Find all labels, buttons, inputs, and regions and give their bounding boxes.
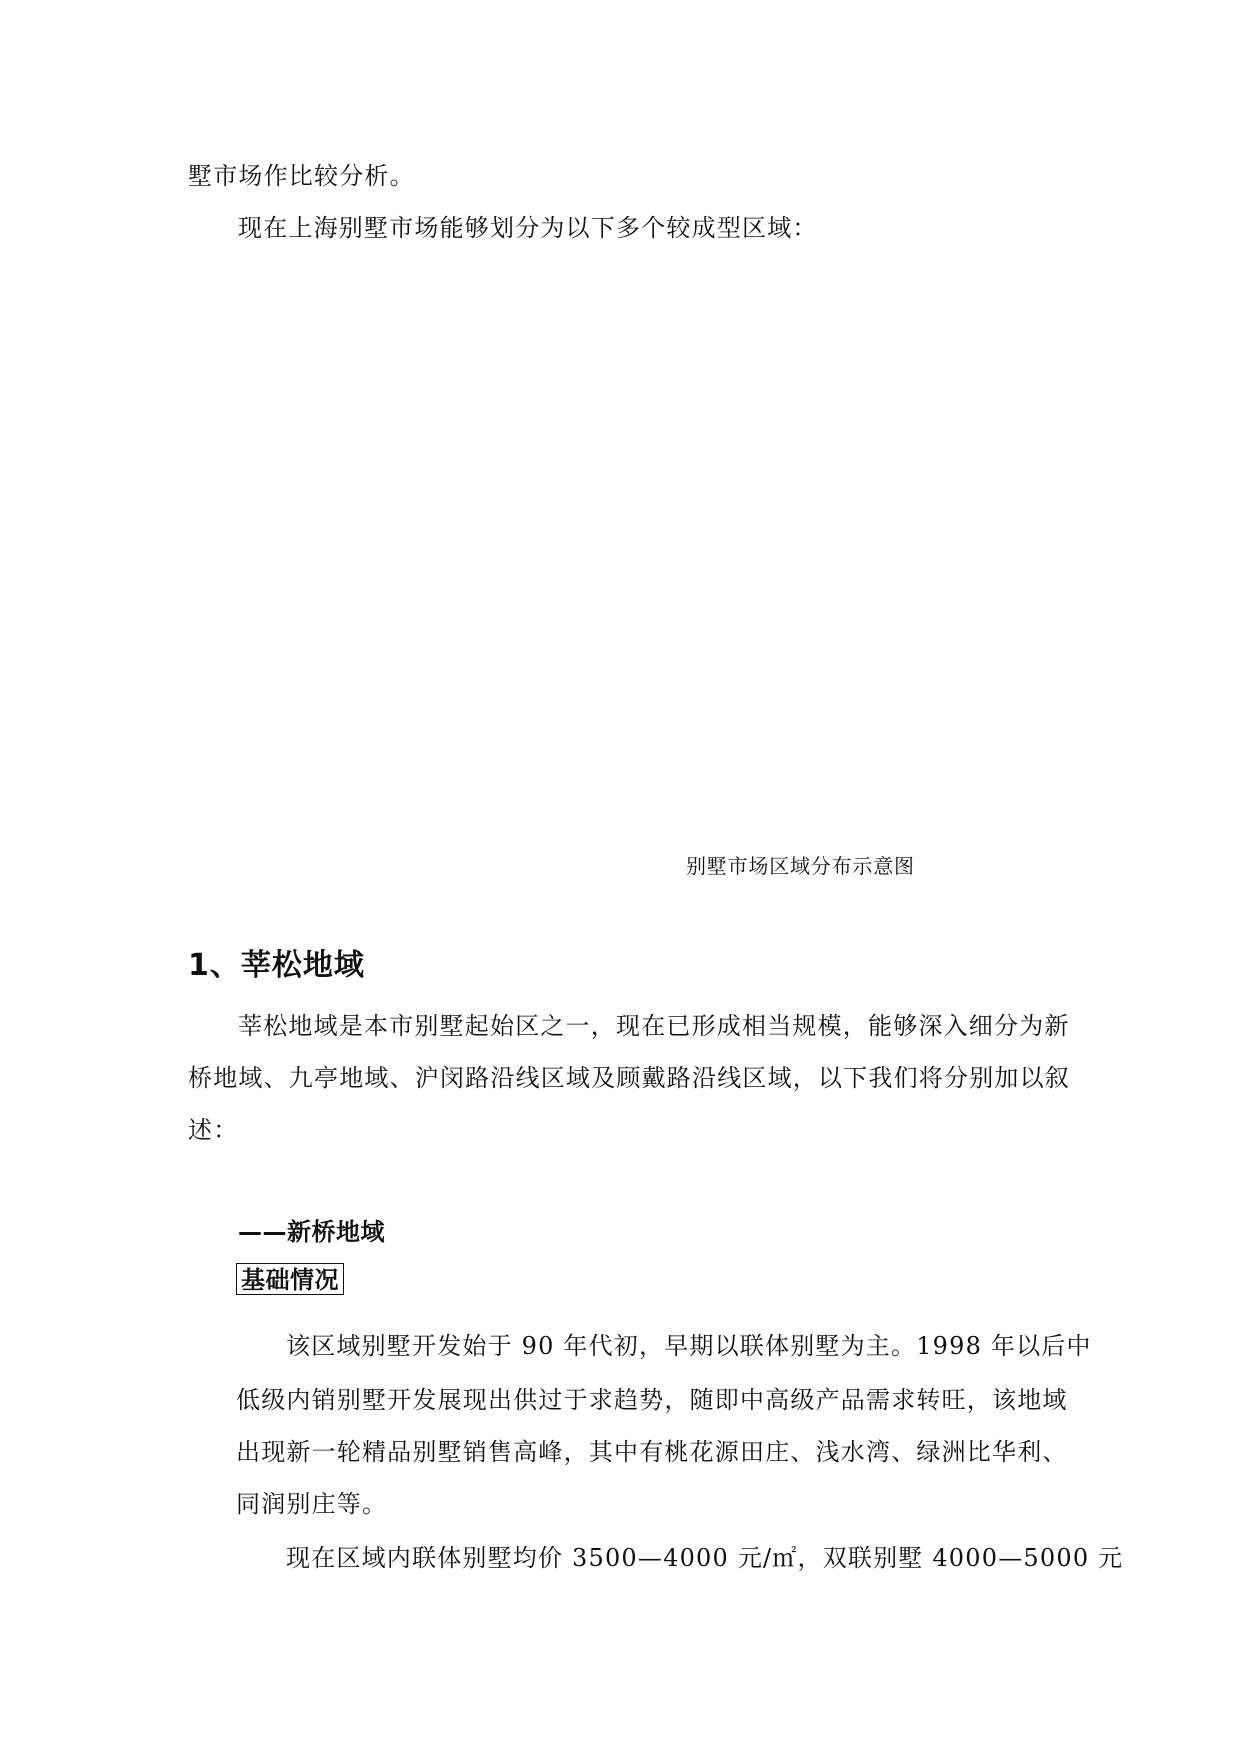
section-body-line: 述： — [188, 1116, 239, 1144]
paragraph-line: 低级内销别墅开发展现出供过于求趋势，随即中高级产品需求转旺，该地域 — [236, 1386, 1068, 1414]
paragraph-line: 同润别庄等。 — [236, 1490, 388, 1518]
paragraph-line: 现在区域内联体别墅均价 3500—4000 元/㎡，双联别墅 4000—5000 元 — [286, 1544, 1124, 1572]
section-heading: 1、莘松地域 — [188, 948, 365, 983]
figure-caption: 别墅市场区域分布示意图 — [686, 854, 915, 878]
basic-info-box: 基础情况 — [236, 1263, 344, 1295]
paragraph-line: 该区域别墅开发始于 90 年代初，早期以联体别墅为主。1998 年以后中 — [286, 1332, 1092, 1360]
section-body-line: 桥地域、九亭地域、沪闵路沿线区域及顾戴路沿线区域，以下我们将分别加以叙 — [188, 1064, 1070, 1092]
basic-info-label — [236, 1264, 344, 1296]
region-map-figure — [190, 250, 1050, 830]
paragraph-intro-regions: 现在上海别墅市场能够划分为以下多个较成型区域： — [238, 214, 818, 242]
paragraph-line: 出现新一轮精品别墅销售高峰，其中有桃花源田庄、浅水湾、绿洲比华利、 — [236, 1438, 1068, 1466]
section-body-line: 莘松地域是本市别墅起始区之一，现在已形成相当规模，能够深入细分为新 — [238, 1012, 1070, 1040]
paragraph-intro-tail: 墅市场作比较分析。 — [188, 162, 415, 190]
subsection-heading: ——新桥地域 — [238, 1218, 385, 1246]
